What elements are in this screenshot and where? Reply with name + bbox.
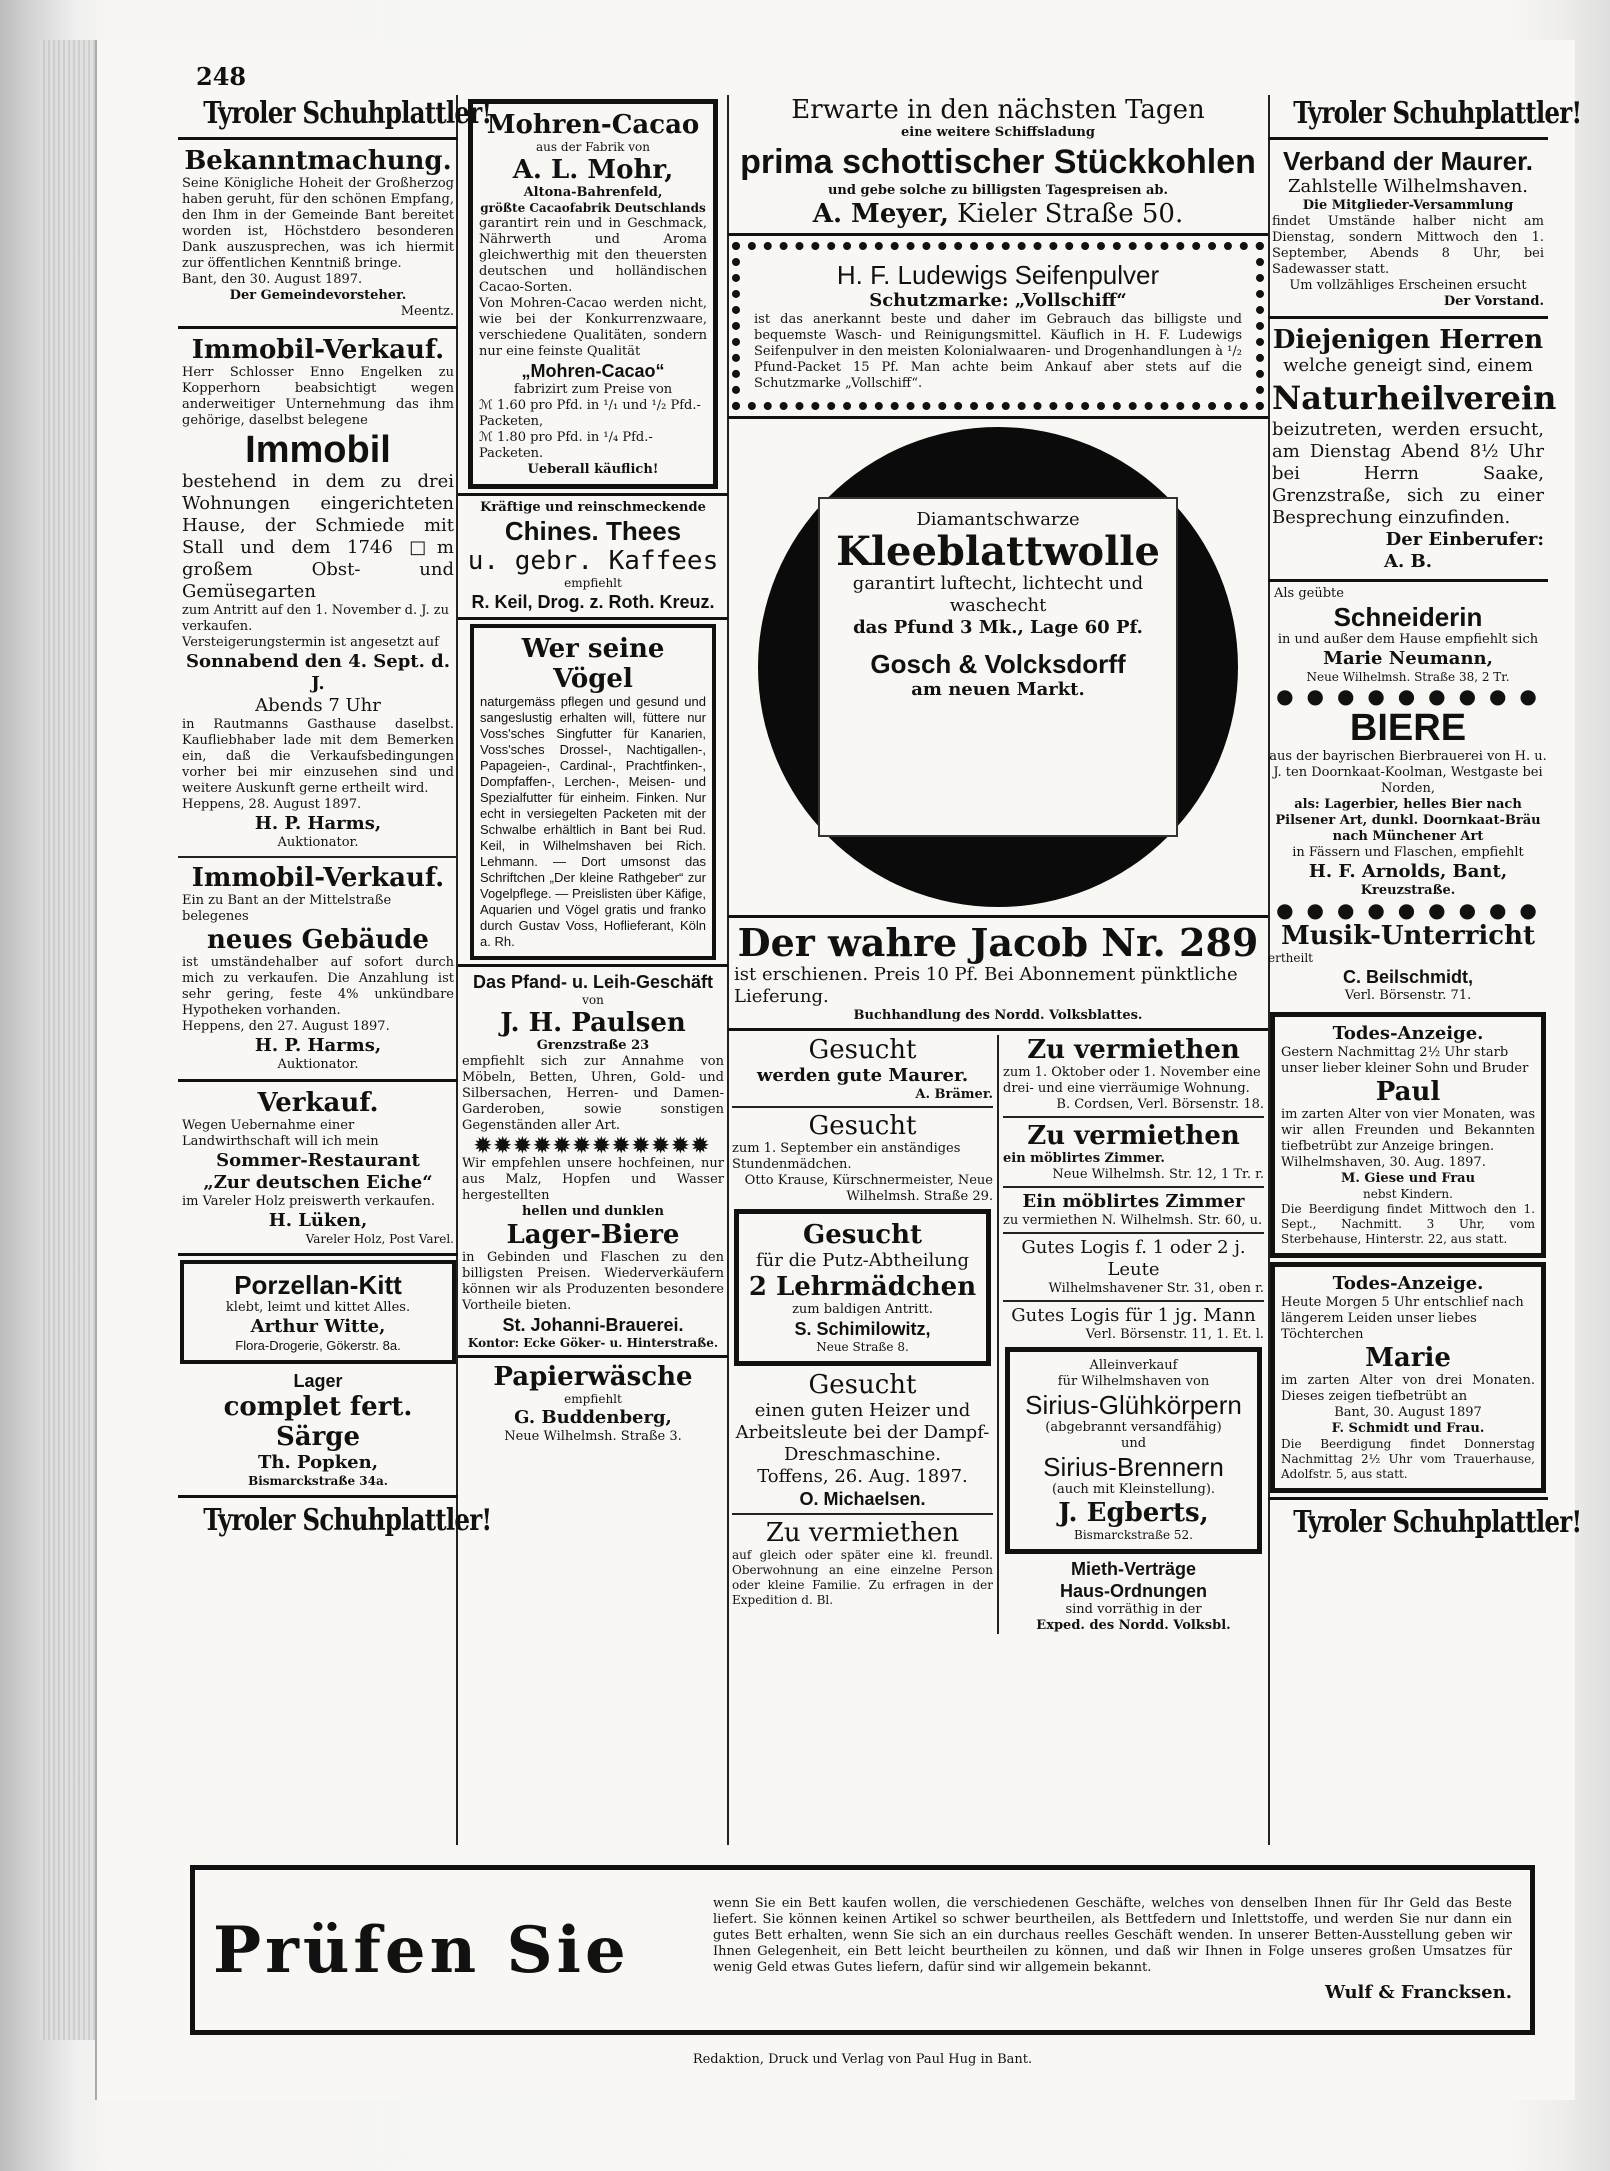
ad-signature: M. Giese und Frau bbox=[1340, 1171, 1476, 1186]
ad-text: Von Mohren-Cacao werden nicht, wie bei der Konkurrenzwaare, verschiedene Qualitäten, sondern nur eine feinste Qualität bbox=[479, 296, 707, 359]
ad-title: Wer seine Vögel bbox=[521, 634, 665, 694]
ad-text: klebt, leimt und kittet Alles. bbox=[225, 1300, 411, 1315]
ad-headline: Schneiderin bbox=[1333, 602, 1483, 632]
ad-firm: St. Johanni-Brauerei. bbox=[502, 1315, 684, 1335]
ad-line: empfiehlt bbox=[564, 576, 622, 590]
ad-product: „Mohren-Cacao“ bbox=[521, 361, 665, 381]
ad-line: Als geübte bbox=[1274, 586, 1344, 601]
ad-headline: Mieth-Verträge bbox=[1070, 1559, 1197, 1579]
ad-headline: prima schottischer Stückkohlen bbox=[740, 143, 1256, 181]
ad-title: Verkauf. bbox=[257, 1088, 379, 1118]
page-number: 248 bbox=[196, 62, 247, 91]
ad-name: Marie bbox=[1365, 1343, 1451, 1373]
ad-text: ein möblirtes Zimmer. bbox=[1003, 1151, 1165, 1166]
divider bbox=[728, 416, 1268, 419]
ad-pruefen-sie bbox=[190, 1865, 1535, 2035]
divider bbox=[458, 493, 728, 496]
ornament-row: ● ● ● ● ● ● ● ● ● bbox=[1276, 898, 1540, 922]
ad-price: das Pfund 3 Mk., Lage 60 Pf. bbox=[853, 617, 1143, 638]
ad-address: Verl. Börsenstr. 71. bbox=[1344, 988, 1472, 1003]
ad-gesucht-maurer bbox=[732, 1035, 993, 1103]
ad-voegel bbox=[470, 624, 716, 960]
ad-text: Wegen Uebernahme einer Landwirthschaft will ich mein bbox=[182, 1118, 379, 1149]
divider bbox=[178, 1495, 458, 1498]
ad-headline: BIERE bbox=[1349, 707, 1467, 749]
ad-address: Kontor: Ecke Göker- u. Hinterstraße. bbox=[467, 1336, 719, 1350]
column-3 bbox=[728, 95, 1268, 1845]
ad-title: Gutes Logis für 1 jg. Mann bbox=[1011, 1305, 1256, 1326]
ad-signature-2: nebst Kindern. bbox=[1363, 1187, 1453, 1201]
ad-line: sind vorräthig in der bbox=[1065, 1602, 1202, 1617]
ad-kleeblattwolle bbox=[818, 497, 1178, 837]
divider bbox=[728, 915, 1268, 918]
ad-firm: R. Keil, Drog. z. Roth. Kreuz. bbox=[471, 592, 715, 612]
ad-firm: Th. Popken, bbox=[258, 1452, 378, 1473]
ad-text: Wir empfehlen unsere hochfeinen, nur aus Malz, Hopfen und Wasser hergestellten bbox=[462, 1156, 724, 1203]
ad-text: werden gute Maurer. bbox=[756, 1065, 969, 1086]
ad-address: Exped. des Nordd. Volksbl. bbox=[1036, 1618, 1231, 1633]
ad-text: zu vermiethen N. Wilhelmsh. Str. 60, u. bbox=[1003, 1213, 1263, 1228]
ad-headline: Naturheilverein bbox=[1272, 379, 1557, 417]
ad-headline: Kleeblattwolle bbox=[836, 528, 1160, 575]
ad-text: ist erschienen. Preis 10 Pf. Bei Abonnement pünktliche Lieferung. bbox=[734, 964, 1238, 1007]
ad-subtitle: Zahlstelle Wilhelmshaven. bbox=[1287, 176, 1529, 197]
ad-signature: O. Michaelsen. bbox=[799, 1489, 926, 1509]
divider bbox=[178, 1079, 458, 1082]
ad-text: fabrizirt zum Preise von bbox=[513, 382, 673, 397]
ad-todes-anzeige-marie bbox=[1270, 1262, 1546, 1493]
divider bbox=[1268, 316, 1548, 319]
ad-naturheilverein bbox=[1268, 323, 1557, 575]
ad-text: garantirt luftecht, lichtecht und waschecht bbox=[852, 573, 1144, 616]
ad-role: Auktionator. bbox=[277, 835, 359, 850]
ad-footer: Ueberall käuflich! bbox=[527, 462, 659, 477]
ad-gesucht-stundenmaedchen bbox=[732, 1111, 993, 1205]
banner-tyroler: Tyroler Schuhplattler! bbox=[203, 96, 492, 131]
ad-text: ist das anerkannt beste und daher im Gebrauch das billigste und bequemste Wasch- und Reinigungsmittel. Käuflich in H. F. Ludewigs Seifenpulver in den meisten Kolonialwaaren- und Drogenhandlungen à ¹/₂ Pfund-Packet 15 Pf. Man achte beim Ankauf aber stets auf die Schutzmarke „Vollschiff“. bbox=[754, 312, 1242, 391]
ad-date: Bant, 30. August 1897 bbox=[1334, 1405, 1482, 1420]
ad-text: Versteigerungstermin ist angesetzt auf bbox=[182, 635, 439, 650]
ad-signature: F. Schmidt und Frau. bbox=[1331, 1421, 1485, 1436]
ad-line: (auch mit Kleinstellung). bbox=[1051, 1482, 1216, 1497]
ad-wahre-jacob bbox=[728, 922, 1268, 1024]
ad-papierwaesche bbox=[458, 1362, 728, 1445]
ad-headline: Sirius-Glühkörpern bbox=[1025, 1390, 1242, 1420]
ad-address: Neue Wilhelmsh. Straße 38, 2 Tr. bbox=[1306, 670, 1510, 684]
column-4 bbox=[1268, 95, 1582, 1845]
ad-signature: Der Einberufer: bbox=[1385, 529, 1544, 550]
ad-date: Sonnabend den 4. Sept. d. J. bbox=[185, 651, 450, 694]
ad-subtitle: größte Cacaofabrik Deutschlands bbox=[480, 201, 706, 215]
ad-signature-name: A. B. bbox=[1384, 551, 1432, 572]
ad-text: Die Beerdigung findet Mittwoch den 1. Sept., Nachmitt. 3 Uhr, vom Sterbehause, Hinterstr. 22, aus statt. bbox=[1281, 1202, 1535, 1246]
ad-firm: H. F. Arnolds, Bant, bbox=[1308, 861, 1508, 882]
ad-address: Neue Wilhelmsh. Str. 12, 1 Tr. r. bbox=[1052, 1167, 1264, 1182]
banner-tyroler: Tyroler Schuhplattler! bbox=[1293, 96, 1582, 131]
ad-title: Zu vermiethen bbox=[765, 1518, 960, 1548]
ad-line: Diamantschwarze bbox=[916, 509, 1080, 530]
ad-headline: Chines. Thees bbox=[504, 516, 682, 546]
divider bbox=[178, 326, 458, 329]
divider bbox=[732, 1106, 993, 1108]
ad-firm: Marie Neumann, bbox=[1323, 648, 1493, 669]
ad-text: im zarten Alter von vier Monaten, was wir allen Freunden und Bekannten tiefbetrübt zur Anzeige bringen. bbox=[1281, 1107, 1535, 1154]
ad-title: Zu vermiethen bbox=[1027, 1121, 1240, 1151]
ad-headline: Immobil bbox=[245, 429, 391, 471]
ad-text: Ein zu Bant an der Mittelstraße belegenes bbox=[182, 893, 392, 924]
ad-title: Ein möblirtes Zimmer bbox=[1022, 1191, 1245, 1212]
ad-text: in Gebinden und Flaschen zu den billigsten Preisen. Wiederverkäufern können wir als Produzenten besondere Vortheile bieten. bbox=[462, 1250, 724, 1313]
ad-headline: „Zur deutschen Eiche“ bbox=[203, 1172, 433, 1193]
ad-text: zum Antritt auf den 1. November d. J. zu verkaufen. bbox=[182, 603, 449, 634]
ad-firm: J. H. Paulsen bbox=[500, 1008, 686, 1038]
ad-line: für die Putz-Abtheilung bbox=[756, 1250, 969, 1271]
divider bbox=[1268, 579, 1548, 582]
ad-bekanntmachung bbox=[178, 144, 458, 322]
ad-subtitle: Sommer-Restaurant bbox=[216, 1150, 420, 1171]
ad-firm: J. Egberts, bbox=[1058, 1498, 1209, 1528]
ad-line: ertheilt bbox=[1268, 951, 1313, 965]
ad-line: für Wilhelmshaven von bbox=[1057, 1374, 1210, 1389]
ad-gesucht-lehrmaedchen bbox=[734, 1209, 991, 1366]
ad-firm: C. Beilschmidt, bbox=[1342, 967, 1474, 987]
divider bbox=[458, 964, 728, 967]
ad-logis-2 bbox=[1003, 1305, 1264, 1343]
imprint-footer: Redaktion, Druck und Verlag von Paul Hug in Bant. bbox=[692, 2052, 1033, 2067]
ad-place: Heppens, 28. August 1897. bbox=[182, 797, 362, 812]
ad-title: H. F. Ludewigs Seifenpulver bbox=[836, 260, 1160, 290]
ad-text: einen guten Heizer und Arbeitsleute bei der Dampf-Dreschmaschine. bbox=[735, 1400, 990, 1465]
ad-gesucht-heizer bbox=[732, 1370, 993, 1510]
divider bbox=[458, 617, 728, 620]
ad-title: Diejenigen Herren bbox=[1272, 325, 1544, 355]
ad-title: Immobil-Verkauf. bbox=[191, 335, 445, 365]
ad-line: hellen und dunklen bbox=[521, 1204, 665, 1219]
ad-line: Alleinverkauf bbox=[1089, 1358, 1178, 1373]
ad-line: und bbox=[1120, 1436, 1147, 1451]
ad-address: Neue Straße 8. bbox=[816, 1340, 909, 1354]
ad-text: Die Beerdigung findet Donnerstag Nachmittag 2½ Uhr vom Trauerhause, Adolfstr. 5, aus statt. bbox=[1281, 1437, 1535, 1481]
divider bbox=[1268, 137, 1548, 140]
ad-role: Auktionator. bbox=[277, 1057, 359, 1072]
banner-tyroler: Tyroler Schuhplattler! bbox=[203, 1503, 492, 1538]
ad-title: Gesucht bbox=[802, 1220, 923, 1250]
ad-text: als: Lagerbier, helles Bier nach Pilsener Art, dunkl. Doornkaat-Bräu nach Münchener Art bbox=[1275, 797, 1541, 844]
ad-mieth-vertraege bbox=[1003, 1558, 1264, 1634]
ad-line: (abgebrannt versandfähig) bbox=[1045, 1420, 1222, 1435]
column-1 bbox=[178, 95, 492, 1845]
ad-biere bbox=[1268, 707, 1548, 899]
ad-text: Seine Königliche Hoheit der Großherzog haben geruht, für den schönen Empfang, den Ihm in der Gemeinde Bant bereitet worden ist, Höchstdero besonderen Dank auszusprechen, was ich hiermit zur öffentlichen Kenntniß bringe. bbox=[182, 176, 454, 271]
ad-immobil-verkauf-1 bbox=[178, 333, 458, 853]
ad-kleeblattwolle-circle bbox=[758, 427, 1238, 907]
ad-text: in Fässern und Flaschen, empfiehlt bbox=[1292, 845, 1524, 860]
ad-address: Neue Wilhelmsh. Straße 3. bbox=[504, 1429, 682, 1444]
ad-text: im Vareler Holz preiswerth verkaufen. bbox=[182, 1194, 436, 1209]
ad-place: Heppens, den 27. August 1897. bbox=[182, 1019, 390, 1034]
ad-firm: Arthur Witte, bbox=[250, 1316, 386, 1337]
ad-vermiethen-oberwohnung bbox=[732, 1518, 993, 1608]
ad-verband-maurer bbox=[1268, 144, 1548, 312]
ornament-row: ✹✹✹✹✹✹✹✹✹✹✹✹ bbox=[474, 1133, 712, 1157]
ad-text: zum 1. Oktober oder 1. November eine drei- und eine vierräumige Wohnung. bbox=[1003, 1065, 1261, 1096]
ad-text: Heute Morgen 5 Uhr entschlief nach längerem Leiden unser liebes Töchterchen bbox=[1281, 1295, 1524, 1342]
ad-sirius bbox=[1005, 1347, 1262, 1554]
ad-text: in und außer dem Hause empfiehlt sich bbox=[1277, 632, 1539, 647]
ad-date: Wilhelmshaven, 30. Aug. 1897. bbox=[1281, 1155, 1486, 1170]
ad-headline: Der wahre Jacob Nr. 289 bbox=[737, 920, 1259, 965]
ad-headline: Papierwäsche bbox=[493, 1362, 693, 1392]
ad-vermiethen-zimmer bbox=[1003, 1121, 1264, 1183]
ad-signature: H. P. Harms, bbox=[254, 1035, 382, 1056]
ad-pfand-leih bbox=[458, 971, 728, 1134]
ad-signature: Der Vorstand. bbox=[1443, 294, 1544, 309]
ad-address: Kreuzstraße. bbox=[1360, 883, 1456, 898]
ad-porzellan-kitt bbox=[180, 1260, 456, 1364]
ad-title: Gesucht bbox=[808, 1370, 917, 1400]
ad-title: Gesucht bbox=[808, 1111, 917, 1141]
small-ads-grid bbox=[728, 1035, 1268, 1634]
ad-city: Altona-Bahrenfeld, bbox=[523, 185, 663, 200]
ad-line: Kräftige und reinschmeckende bbox=[480, 500, 706, 515]
ad-address: am neuen Markt. bbox=[911, 679, 1085, 700]
ad-headline: Lager-Biere bbox=[506, 1220, 680, 1250]
divider bbox=[732, 1513, 993, 1515]
ad-text: ist umständehalber auf sofort durch mich zu verkaufen. Die Anzahlung ist sehr gering, feste 4% unkündbare Hypotheken vorhanden. bbox=[182, 955, 454, 1018]
ad-verkauf bbox=[178, 1086, 458, 1249]
ad-firm: Gosch & Volcksdorff bbox=[870, 649, 1126, 679]
ad-line: Lager bbox=[293, 1371, 343, 1391]
ad-signature: H. Lüken, bbox=[268, 1210, 368, 1231]
ad-line: eine weitere Schiffsladung bbox=[901, 125, 1095, 140]
ad-firm: S. Schimilowitz, bbox=[794, 1319, 931, 1339]
ad-signature: Wulf & Francksen. bbox=[1324, 1982, 1512, 2003]
ad-signature: Buchhandlung des Nordd. Volksblattes. bbox=[853, 1008, 1143, 1023]
divider bbox=[178, 856, 458, 858]
ad-address: Grenzstraße 23 bbox=[536, 1038, 650, 1053]
ad-line: zum baldigen Antritt. bbox=[792, 1302, 933, 1317]
ad-headline: u. gebr. Kaffees bbox=[467, 546, 719, 576]
divider bbox=[1003, 1232, 1264, 1234]
ad-title: Porzellan-Kitt bbox=[234, 1270, 402, 1300]
ad-line: empfiehlt bbox=[564, 1392, 622, 1406]
divider bbox=[178, 1253, 458, 1256]
divider bbox=[1003, 1116, 1264, 1118]
divider bbox=[458, 1355, 728, 1358]
ad-text: aus der bayrischen Bierbrauerei von H. u. J. ten Doornkaat-Koolman, Westgaste bei Norden, bbox=[1269, 749, 1547, 796]
ad-text: bestehend in dem zu drei Wohnungen eingerichteten Hause, der Schmiede mit Stall und dem 1746 □m großem Obst- und Gemüsegarten bbox=[182, 471, 454, 602]
ad-address: Flora-Drogerie, Gökerstr. 8a. bbox=[235, 1338, 401, 1353]
divider bbox=[728, 1028, 1268, 1031]
column-2 bbox=[458, 95, 728, 1845]
ad-title: Gesucht bbox=[808, 1035, 917, 1065]
ad-address: Kieler Straße 50. bbox=[957, 199, 1184, 229]
ad-thee-kaffee bbox=[458, 500, 728, 613]
ad-line: welche geneigt sind, einem bbox=[1283, 355, 1533, 376]
ad-title: Das Pfand- u. Leih-Geschäft bbox=[472, 972, 714, 992]
ornament-row: ● ● ● ● ● ● ● ● ● bbox=[1276, 684, 1540, 708]
ad-signature: H. P. Harms, bbox=[254, 813, 382, 834]
ad-line: Die Mitglieder-Versammlung bbox=[1302, 198, 1514, 213]
ad-signature: Der Gemeindevorsteher. bbox=[229, 288, 407, 303]
ad-title: Mohren-Cacao bbox=[486, 110, 700, 140]
ad-text: im zarten Alter von drei Monaten. Dieses zeigen tiefbetrübt an bbox=[1281, 1373, 1535, 1404]
ad-line: und gebe solche zu billigsten Tagespreisen ab. bbox=[827, 183, 1168, 198]
ad-mohren-cacao bbox=[468, 99, 718, 489]
ad-lager-biere bbox=[458, 1156, 728, 1351]
ad-address: Vareler Holz, Post Varel. bbox=[305, 1232, 454, 1246]
ad-firm: A. Meyer, bbox=[812, 199, 949, 229]
ad-signature: B. Cordsen, Verl. Börsenstr. 18. bbox=[1056, 1097, 1264, 1112]
ad-text: auf gleich oder später eine kl. freundl. Oberwohnung an eine einzelne Person oder kleine Familie. Zu erfragen in der Expedition d. Bl. bbox=[732, 1548, 993, 1607]
ad-text: in Rautmanns Gasthause daselbst. Kaufliebhaber lade mit dem Bemerken ein, daß die Verkaufsbedingungen vorher bei mir einzusehen sind und weitere Auskunft gerne ertheilt wird. bbox=[182, 717, 454, 796]
ad-date: Bant, den 30. August 1897. bbox=[182, 272, 363, 287]
ad-title: Immobil-Verkauf. bbox=[191, 863, 445, 893]
ad-title: Gutes Logis f. 1 oder 2 j. Leute bbox=[1021, 1237, 1246, 1280]
ad-firm: G. Buddenberg, bbox=[514, 1407, 672, 1428]
ad-title: Zu vermiethen bbox=[1027, 1035, 1240, 1065]
ad-date: Toffens, 26. Aug. 1897. bbox=[757, 1466, 968, 1487]
ad-firm: A. L. Mohr, bbox=[512, 155, 674, 185]
ad-title: Verband der Maurer. bbox=[1283, 146, 1533, 176]
ad-text: naturgemäss pflegen und gesund und sangeslustig erhalten will, füttere nur Voss'sches Singfutter für Kanarien, Voss'sches Drossel-, Nachtigallen-, Papageien-, Cardinal-, Prachtfinken-, Dompfaffen-, Lerchen-, Meisen- und Spezialfutter für einheim. Finken. Nur echt in versiegelten Packeten mit der Schwalbe erhältlich in Bant bei Rud. Keil, in Wilhelmshaven bei Rich. Lehmann. — Dort umsonst das Schriftchen „Der kleine Rathgeber“ zur Vogelpflege. — Preislisten über Käfige, Aquarien und Vögel gratis und franko durch Gustav Voss, Hoflieferant, Köln a. Rh. bbox=[480, 694, 706, 949]
divider bbox=[178, 137, 458, 140]
divider bbox=[1003, 1300, 1264, 1302]
ad-text: Herr Schlosser Enno Engelken zu Kopperhorn beabsichtigt wegen anderweitiger Unternehmung das ihm gehörige, daselbst belegene bbox=[182, 365, 454, 428]
ad-vermiethen-wohnung bbox=[1003, 1035, 1264, 1113]
divider bbox=[1003, 1186, 1264, 1188]
ad-text: Um vollzähliges Erscheinen ersucht bbox=[1289, 278, 1527, 293]
ad-saerge bbox=[178, 1368, 458, 1491]
ad-todes-anzeige-paul bbox=[1270, 1012, 1546, 1258]
ad-name: Paul bbox=[1375, 1077, 1441, 1107]
ad-headline: neues Gebäude bbox=[207, 925, 429, 955]
ad-line: aus der Fabrik von bbox=[536, 140, 650, 154]
ad-headline: Musik-Unterricht bbox=[1280, 921, 1536, 951]
ad-title: Todes-Anzeige. bbox=[1332, 1023, 1484, 1044]
ad-address: Bismarckstraße 34a. bbox=[248, 1474, 388, 1488]
ad-time: Abends 7 Uhr bbox=[255, 695, 381, 716]
ad-schneiderin bbox=[1268, 586, 1548, 685]
ad-immobil-verkauf-2 bbox=[178, 861, 458, 1075]
ad-kohlen bbox=[728, 95, 1268, 229]
ad-price: ℳ 1.80 pro Pfd. in ¹/₄ Pfd.-Packeten. bbox=[479, 430, 653, 461]
ad-text: zum 1. September ein anständiges Stundenmädchen. bbox=[732, 1141, 961, 1172]
ad-text: empfiehlt sich zur Annahme von Möbeln, Betten, Uhren, Gold- und Silbersachen, Herren- und Damen-Garderoben, sowie sonstigen Gegenständen aller Art. bbox=[462, 1054, 724, 1133]
ad-headline: Prüfen Sie bbox=[213, 1912, 630, 1988]
ad-text: wenn Sie ein Bett kaufen wollen, die verschiedenen Geschäfte, welches von denselben Ihnen für Ihr Geld das Beste liefert. Sie können keinen Artikel so schwer beurtheilen, als Bettfedern und Inlettstoffe, und werden Sie nur dann ein gutes Bett erhalten, wenn Sie sich an ein durchaus reelles Geschäft wenden. In unserer Betten-Ausstellung geben wir Ihnen Gelegenheit, ein Bett leicht beurtheilen zu können, und daß wir Ihnen in Folge unseres großen Umsatzes für wenig Geld etwas Gutes liefern, dafür sind wir allgemein bekannt. bbox=[713, 1896, 1512, 1975]
ad-headline: Haus-Ordnungen bbox=[1060, 1581, 1207, 1601]
ad-seifenpulver bbox=[732, 242, 1264, 410]
ad-address: Bismarckstraße 52. bbox=[1074, 1528, 1193, 1542]
ad-musik-unterricht bbox=[1268, 921, 1548, 1004]
ad-headline: Sirius-Brennern bbox=[1043, 1452, 1224, 1482]
ad-moebl-zimmer bbox=[1003, 1191, 1264, 1229]
ad-text: beizutreten, werden ersucht, am Dienstag Abend 8½ Uhr bei Herrn Saake, Grenzstraße, sich zu einer Besprechung einzufinden. bbox=[1272, 419, 1544, 528]
ad-line: von bbox=[582, 993, 604, 1007]
ad-title: Todes-Anzeige. bbox=[1332, 1273, 1484, 1294]
ad-logis-1 bbox=[1003, 1237, 1264, 1297]
ad-title: Bekanntmachung. bbox=[184, 146, 452, 176]
ad-text: garantirt rein und in Geschmack, Nährwerth und Aroma gleichwerthig mit den theuersten deutschen und holländischen Cacao-Sorten. bbox=[479, 216, 707, 295]
ad-price: ℳ 1.60 pro Pfd. in ¹/₁ und ¹/₂ Pfd.-Packeten, bbox=[479, 398, 701, 429]
ad-text: Gestern Nachmittag 2½ Uhr starb unser lieber kleiner Sohn und Bruder bbox=[1281, 1045, 1529, 1076]
divider bbox=[728, 233, 1268, 236]
ad-signature: A. Brämer. bbox=[915, 1087, 993, 1102]
banner-tyroler: Tyroler Schuhplattler! bbox=[1293, 1505, 1582, 1540]
ad-address: Verl. Börsenstr. 11, 1. Et. l. bbox=[1085, 1327, 1264, 1342]
ad-text: findet Umstände halber nicht am Dienstag, sondern Mittwoch den 1. September, Abends 8 Uhr, bei Sadewasser statt. bbox=[1272, 214, 1544, 277]
ad-headline: complet fert. Särge bbox=[223, 1392, 413, 1452]
divider bbox=[1268, 1497, 1548, 1500]
ad-signature: Otto Krause, Kürschnermeister, Neue Wilhelmsh. Straße 29. bbox=[744, 1173, 993, 1204]
ad-signature-name: Meentz. bbox=[400, 304, 454, 319]
ad-address: Wilhelmshavener Str. 31, oben r. bbox=[1048, 1281, 1264, 1296]
ad-subtitle: Schutzmarke: „Vollschiff“ bbox=[869, 290, 1127, 311]
ad-line: Erwarte in den nächsten Tagen bbox=[791, 95, 1205, 125]
ad-headline: 2 Lehrmädchen bbox=[748, 1272, 977, 1302]
